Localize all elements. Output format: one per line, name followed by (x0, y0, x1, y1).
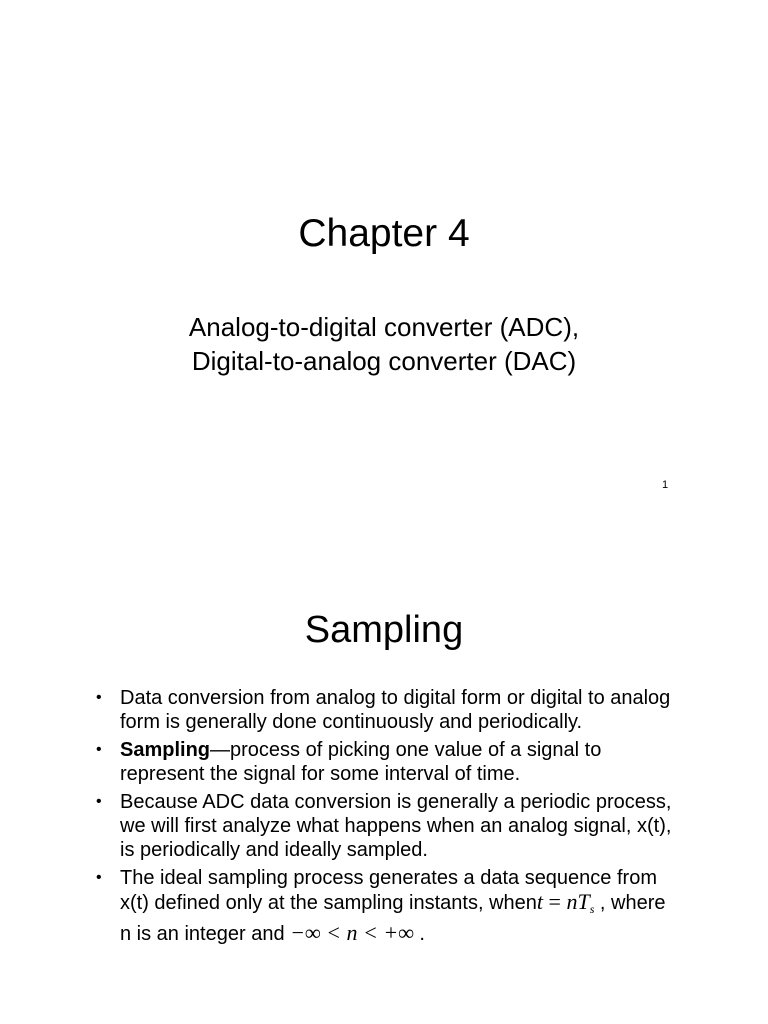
page-number: 1 (662, 479, 669, 491)
slide-sampling (0, 512, 768, 1024)
bullet-text: Because ADC data conversion is generally a periodic process, we will first analyze what happens when an analog signal, x(t), is periodically and ideally sampled. (120, 791, 672, 861)
bullet-icon: • (96, 869, 102, 886)
section-title: Sampling (304, 609, 464, 651)
chapter-subtitle (0, 310, 768, 378)
bullet-text: Data conversion from analog to digital form or digital to analog form is generally done continuously and periodically. (120, 687, 671, 733)
subtitle-line-dac: Digital-to-analog converter (DAC) (191, 346, 577, 376)
bullet-item (96, 790, 676, 862)
bullet-text: , where n is an integer and (120, 892, 666, 945)
bullet-text: —process of picking one value of a signal to represent the signal for some interval of time. (120, 739, 602, 785)
bullet-text: The ideal sampling process generates a data sequence from x(t) defined only at the sampling instants, when (120, 867, 657, 914)
bullet-item (96, 686, 676, 734)
bullet-icon: • (96, 689, 102, 706)
bullet-list (96, 686, 676, 950)
math-sampling-instant: $t = nT_s$ (536, 889, 595, 916)
bullet-item (96, 738, 676, 786)
chapter-title: Chapter 4 (298, 212, 470, 255)
subtitle-line-adc: Analog-to-digital converter (ADC), (188, 312, 580, 342)
bullet-icon: • (96, 741, 102, 758)
bullet-text: . (413, 923, 425, 945)
bullet-term: Sampling (120, 739, 211, 761)
math-range: −∞ < n < +∞ (290, 920, 414, 945)
bullet-item (96, 866, 676, 946)
bullet-icon: • (96, 793, 102, 810)
